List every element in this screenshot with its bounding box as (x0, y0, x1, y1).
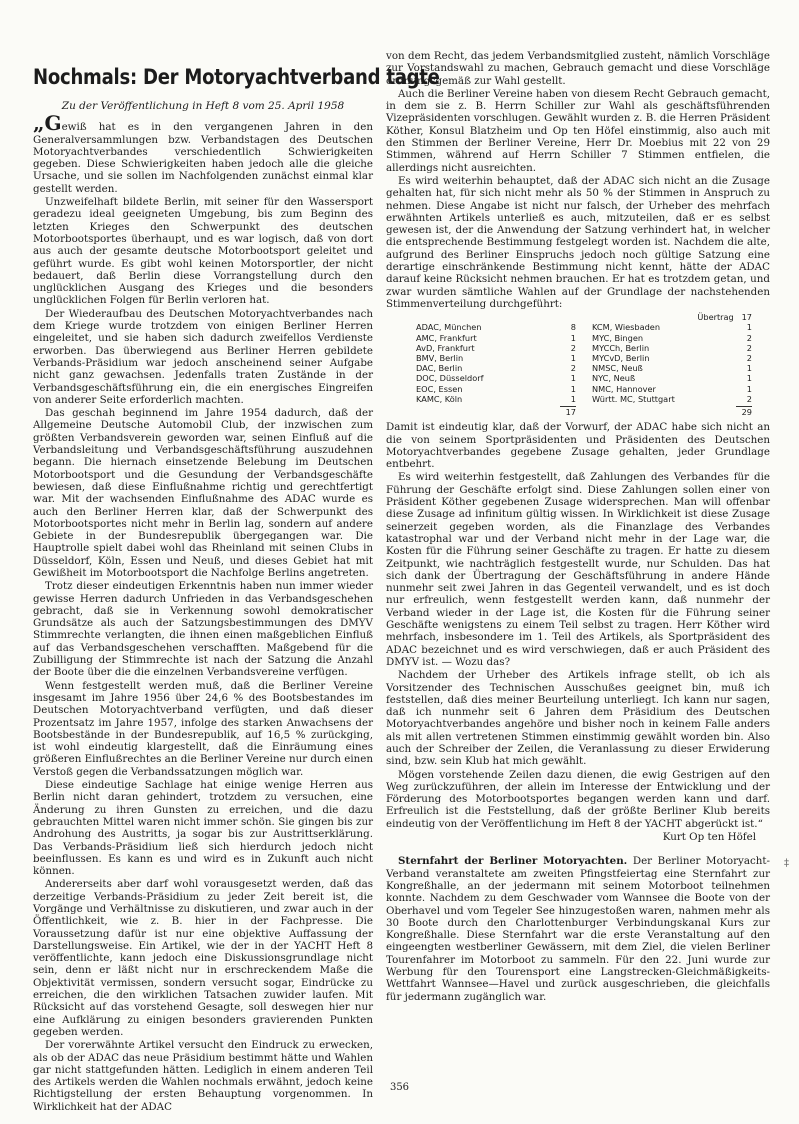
club-name: AvD, Frankfurt (416, 342, 475, 353)
table-row (416, 353, 576, 363)
table-row (416, 322, 576, 332)
vote-table-right (592, 312, 752, 417)
table-row (416, 343, 576, 353)
club-votes: 1 (746, 322, 752, 333)
club-votes: 1 (570, 383, 576, 394)
table-row (592, 363, 752, 373)
paragraph: Damit ist eindeutig klar, daß der Vorwurf, der ADAC habe sich nicht an die von seinem Sportpräsidenten und Präsidenten des Deutschen Motoryachtverbandes gegebene Zusage gehalten, jeder Grundlage entbehrt. (386, 421, 770, 471)
club-name: MYCvD, Berlin (592, 353, 650, 364)
paragraph: Das geschah beginnend im Jahre 1954 dadurch, daß der Allgemeine Deutsche Automobil Club, der inzwischen zum größten Verbandsverein geworden war, seinen Einfluß auf die Verbandsleitung und Verbandsgeschäftsführung auszudehnen begann. Die hiernach einsetzende Belebung im Deutschen Motorbootsport und die Gesundung der Verbandsgeschäfte bewiesen, daß diese Einflußnahme richtig und gerechtfertigt war. Mit der wachsenden Einflußnahme des ADAC wurde es auch den Berliner Herren klar, daß der Schwerpunkt des Motorbootsportes nicht mehr in Berlin lag, sondern auf andere Gebiete in der Bundesrepublik übergegangen war. Die Hauptrolle spielt dabei wohl das Rheinland mit seinen Clubs in Düsseldorf, Köln, Essen und Neuß, und dieses Gebiet hat mit Gewißheit im Motorbootsport die Nachfolge Berlins angetreten. (33, 407, 373, 579)
club-name: EOC, Essen (416, 383, 463, 394)
club-name: NYC, Neuß (592, 373, 636, 384)
table-row (416, 363, 576, 373)
paragraph: Diese eindeutige Sachlage hat einige wenige Herren aus Berlin nicht daran gehindert, trotzdem zu versuchen, eine Änderung zu ihren Gunsten zu erreichen, und die dazu gebrauchten Mittel waren nicht immer schön. Sie gingen bis zur Androhung des Austritts, ja sogar bis zur Austrittserklärung. Das Verbands-Präsidium ließ sich hierdurch jedoch nicht beeinflussen. Es kann es und wird es in Zukunft auch nicht können. (33, 779, 373, 878)
margin-mark: ‡ (784, 858, 789, 869)
club-name: MYC, Bingen (592, 332, 644, 343)
table-row (592, 343, 752, 353)
paragraph: Andererseits aber darf wohl vorausgesetzt werden, daß das derzeitige Verbands-Präsidium zu jeder Zeit bereit ist, die Vorgänge und Verhältnisse zu diskutieren, und zwar auch in der Öffentlichkeit, wie z. B. hier in der Fachpresse. Die Voraussetzung dafür ist nur eine objektive Auffassung der Darstellungsweise. Ein Artikel, wie der in der YACHT Heft 8 veröffentlichte, kann jedoch eine Diskussionsgrundlage nicht sein, denn er läßt nicht nur in erschreckendem Maße die Objektivität vermissen, sondern versucht sogar, Eindrücke zu erreichen, die den wirklichen Tatsachen zuwider laufen. Mit Rücksicht auf das vorstehend Gesagte, soll deswegen hier nur eine Aufklärung zu einigen besonders gravierenden Punkten gegeben werden. (33, 878, 373, 1038)
right-column (386, 50, 770, 1004)
club-name: DAC, Berlin (416, 363, 463, 374)
article-title: Nochmals: Der Motoryachtverband tagte (33, 65, 440, 89)
club-votes: 2 (746, 332, 752, 343)
club-votes: 1 (746, 383, 752, 394)
club-name: AMC, Frankfurt (416, 332, 477, 343)
club-votes: 2 (746, 353, 752, 364)
table-row (592, 353, 752, 363)
club-name: KCM, Wiesbaden (592, 322, 661, 333)
paragraph: von dem Recht, das jedem Verbandsmitglied zusteht, nämlich Vorschläge zur Vorstandswahl zu machen, Gebrauch gemacht und diese Vorschläge ordnungsgemäß zur Wahl gestellt. (386, 50, 770, 87)
left-body (33, 111, 373, 1113)
table-row (416, 373, 576, 383)
club-votes: 2 (746, 393, 752, 404)
table-row (416, 312, 576, 322)
table-row (592, 322, 752, 332)
news-item (386, 855, 770, 1003)
news-headline: Sternfahrt der Berliner Motoryachten. (398, 855, 628, 868)
paragraph: Es wird weiterhin behauptet, daß der ADAC sich nicht an die Zusage gehalten hat, für sich nicht mehr als 50 % der Stimmen in Anspruch zu nehmen. Diese Angabe ist nicht nur falsch, der Urheber des mehrfach erwähnten Artikels unterließ es auch, mitzuteilen, daß er es selbst gewesen ist, der die Anwendung der Satzung verhindert hat, in welcher die entsprechende Bestimmung festgelegt worden ist. Nachdem die alte, aufgrund des Berliner Einspruchs jedoch noch gültige Satzung eine derartige einschränkende Bestimmung nicht kennt, hätte der ADAC darauf keine Rücksicht nehmen brauchen. Er hat es trotzdem getan, und zwar wurden sämtliche Wahlen auf der Grundlage der nachstehenden Stimmenverteilung durchgeführt: (386, 174, 770, 310)
vote-distribution-table (416, 312, 770, 417)
drop-cap: „G (33, 111, 62, 136)
paragraph: Mögen vorstehende Zeilen dazu dienen, die ewig Gestrigen auf den Weg zurückzuführen, der allein im Interesse der Entwicklung und der Förderung des Motorbootsportes begangen werden kann und darf. Erfreulich ist die Feststellung, daß der größte Berliner Klub bereits eindeutig von der Veröffentlichung im Heft 8 der YACHT abgerückt ist.“ (386, 768, 770, 830)
table-row (592, 394, 752, 404)
club-name: NMSC, Neuß (592, 363, 643, 374)
paragraph: Der vorerwähnte Artikel versucht den Eindruck zu erwecken, als ob der ADAC das neue Präsidium bestimmt hätte und Wahlen gar nicht stattgefunden hätten. Lediglich in einem anderen Teil des Artikels werden die Wahlen nochmals erwähnt, jedoch keine Richtigstellung der ersten Behauptung vorgenommen. In Wirklichkeit hat der ADAC (33, 1039, 373, 1113)
page-number: 356 (389, 1082, 410, 1093)
club-votes: 1 (746, 373, 752, 384)
club-name: KAMC, Köln (416, 393, 463, 404)
club-votes: 2 (570, 342, 576, 353)
club-name: Württ. MC, Stuttgart (592, 393, 675, 404)
news-text: Der Berliner Motoryacht-Verband veranstaltete am zweiten Pfingstfeiertag eine Sternfahrt zur Kongreßhalle, an der jedermann mit seinem Motorboot teilnehmen konnte. Nachdem zu dem Geschwader vom Wannsee die Boote von der Oberhavel und vom Tegeler See hinzugestoßen waren, nahmen mehr als 30 Boote durch den Charlottenburger Verbindungskanal Kurs zur Kongreßhalle. Diese Sternfahrt war die erste Veranstaltung auf den eingeengten westberliner Gewässern, mit dem Ziel, die vielen Berliner Tourenfahrer im Motorboot zu sammeln. Für den 22. Juni wurde zur Werbung für den Tourensport eine Langstrecken-Gleichmäßigkeits-Wettfahrt Wannsee—Havel und zurück ausgeschrieben, die gleichfalls für jedermann zugänglich war. (386, 855, 770, 1003)
article-subtitle: Zu der Veröffentlichung in Heft 8 vom 25. April 1958 (61, 100, 345, 112)
paragraph: Unzweifelhaft bildete Berlin, mit seiner für den Wassersport geradezu ideal geeigneten Umgebung, bis zum Beginn des letzten Krieges den Schwerpunkt des deutschen Motorbootsportes überhaupt, und es war logisch, daß von dort aus auch der gesamte deutsche Motorbootsport geleitet und geführt wurde. Es gibt wohl keinen Motorsportler, der nicht bedauert, daß Berlin diese Vorrangstellung durch den unglücklichen Ausgang des Krieges und die besonders unglücklichen Folgen für Berlin verloren hat. (33, 196, 373, 307)
club-name: DOC, Düsseldorf (416, 373, 484, 384)
paragraph: Auch die Berliner Vereine haben von diesem Recht Gebrauch gemacht, in dem sie z. B. Herrn Schiller zur Wahl als geschäftsführenden Vizepräsidenten vorschlugen. Gewählt wurden z. B. die Herren Präsident Köther, Konsul Blatzheim und Op ten Höfel einstimmig, also auch mit den Stimmen der Berliner Vereine, Herr Dr. Moebius mit 22 von 29 Stimmen, während auf Herrn Schiller 7 Stimmen entfielen, die allerdings nicht ausreichten. (386, 87, 770, 174)
table-row (416, 333, 576, 343)
paragraph: Der Wiederaufbau des Deutschen Motoryachtverbandes nach dem Kriege wurde trotzdem von einigen Berliner Herren eingeleitet, und sie haben sich dadurch zweifellos Verdienste erworben. Das überwiegend aus Berliner Herren gebildete Verbands-Präsidium war jedoch anscheinend seiner Aufgabe nicht ganz gewachsen. Jedenfalls traten Zustände in der Verbandsgeschäftsführung ein, die ein energisches Eingreifen von anderer Seite erforderlich machten. (33, 307, 373, 406)
paragraph: Wenn festgestellt werden muß, daß die Berliner Vereine insgesamt im Jahre 1956 über 24,6 % des Bootsbestandes im Deutschen Motoryachtverband verfügten, und daß dieser Prozentsatz im Jahre 1957, infolge des starken Anwachsens der Bootsbestände in der Bundesrepublik, auf 16,5 % zurückging, ist wohl eindeutig klargestellt, daß die Einräumung eines größeren Einflußrechtes an die Berliner Vereine nur durch einen Verstoß gegen die Verbandssatzungen möglich war. (33, 679, 373, 778)
club-votes: 1 (570, 353, 576, 364)
club-name: NMC, Hannover (592, 383, 656, 394)
table-row (592, 333, 752, 343)
paragraph: Trotz dieser eindeutigen Erkenntnis haben nun immer wieder gewisse Herren dadurch Unfrieden in das Verbandsgeschehen gebracht, daß sie in Verkennung sowohl demokratischer Grundsätze als auch der Satzungsbestimmungen des DMYV Stimmrechte verlangten, die ihnen einen maßgeblichen Einfluß auf das Verbandsgeschehen verschafften. Maßgebend für die Zubilligung der Stimmrechte ist nach der Satzung die Anzahl der Boote über die die einzelnen Verbandsvereine verfügen. (33, 580, 373, 679)
club-votes: 1 (570, 393, 576, 404)
carry-over-row: Übertrag 17 (697, 312, 752, 323)
club-votes: 2 (746, 342, 752, 353)
club-name: ADAC, München (416, 322, 482, 333)
table-row (416, 384, 576, 394)
table-row (592, 384, 752, 394)
paragraph: Nachdem der Urheber des Artikels infrage stellt, ob ich als Vorsitzender des Technischen Ausschußes geeignet bin, muß ich feststellen, daß dies meiner Beurteilung unterliegt. Ich kann nur sagen, daß ich nunmehr seit 6 Jahren dem Präsidium des Deutschen Motoryachtverbandes angehöre und bisher noch in keinem Falle anders als mit allen vertretenen Stimmen einstimmig gewählt worden bin. Also auch der Schreiber der Zeilen, die Veranlassung zu dieser Erwiderung sind, bzw. sein Klub hat mich gewählt. (386, 669, 770, 768)
club-votes: 1 (570, 373, 576, 384)
club-votes: 2 (570, 363, 576, 374)
vote-table-left (416, 312, 576, 417)
author-signature: Kurt Op ten Höfel (662, 831, 756, 844)
table-row (592, 373, 752, 383)
club-name: MYCCh, Berlin (592, 342, 650, 353)
vote-total: 29 (736, 406, 752, 417)
club-votes: 8 (570, 322, 576, 333)
club-name: BMV, Berlin (416, 353, 464, 364)
club-votes: 1 (570, 332, 576, 343)
table-row (416, 394, 576, 404)
paragraph: Es wird weiterhin festgestellt, daß Zahlungen des Verbandes für die Führung der Geschäfte erfolgt sind. Diese Zahlungen sollen einer von Präsident Köther gegebenen Zusage widersprechen. Man will offenbar diese Zusage ad infinitum gültig wissen. In Wirklichkeit ist diese Zusage seinerzeit gegeben worden, als die Finanzlage des Verbandes katastrophal war und der Verband nicht mehr in der Lage war, die Kosten für die Führung seiner Geschäfte zu tragen. Er hatte zu diesem Zeitpunkt, wie nachträglich festgestellt wurde, nur Schulden. Das hat sich dank der Übertragung der Geschäftsführung in andere Hände nunmehr seit zwei Jahren in das Gegenteil verwandelt, und es ist doch nur erfreulich, wenn festgestellt werden kann, daß nunmehr der Verband wieder in der Lage ist, die Kosten für die Führung seiner Geschäfte wenigstens zu einem Teil selbst zu tragen. Herr Köther wird mehrfach, insbesondere im 1. Teil des Artikels, als Sportpräsident des ADAC bezeichnet und es wird verschwiegen, daß er auch Präsident des DMYV ist. — Wozu das? (386, 471, 770, 668)
vote-subtotal: 17 (560, 406, 576, 417)
club-votes: 1 (746, 363, 752, 374)
paragraph: „Gewiß hat es in den vergangenen Jahren in den Generalversammlungen bzw. Verbandstagen des Deutschen Motoryachtverbandes verschiedentlich Schwierigkeiten gegeben. Diese Schwierigkeiten haben jedoch alle die gleiche Ursache, und sie sollen im Nachfolgenden zunächst einmal klar gestellt werden. (33, 111, 373, 195)
